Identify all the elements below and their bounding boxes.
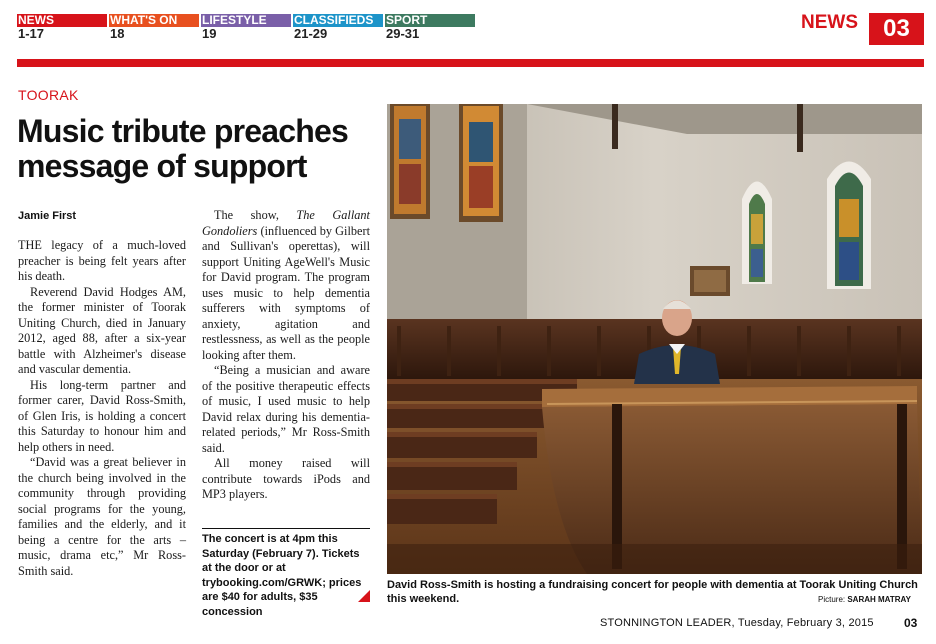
tab-label: WHAT'S ON [109,14,199,27]
tab-whats-on[interactable] [109,14,199,41]
info-text: The concert is at 4pm this Saturday (February 7). Tickets at the door or at trybooking.com/GRWK; prices are $40 for adults, $35 concession [202,533,362,618]
concert-info-box [202,528,370,618]
section-nav [17,14,475,41]
paragraph: “David was a great believer in the church being involved in the community through providing social programs for the young, families and the elderly, and it being a centre for the arts – music, drama etc,” Mr Ross-Smith said. [18,455,186,578]
tab-pages: 1-17 [18,26,45,41]
article-headline: Music tribute preaches message of support [17,113,348,184]
article-column-2 [202,208,370,503]
paragraph [202,208,370,363]
page-footer [600,617,874,629]
paragraph: All money raised will contribute towards iPods and MP3 players. [202,456,370,501]
text-run: (influenced by Gilbert and Sullivan's operettas), will support Uniting AgeWell's Music for David program. The program uses music to help dementia sufferers with symptoms of anxiety, agitation and restlessness, as well as the people looking after them. [202,223,370,362]
tab-label: LIFESTYLE [201,14,291,27]
tab-classifieds[interactable] [293,14,383,41]
corner-marker [358,590,370,602]
credit-name: SARAH MATRAY [847,595,911,604]
paragraph: “Being a musician and aware of the positive therapeutic effects of music, I used music to help David relax during his dementia-related periods,” Mr Ross-Smith said. [202,363,370,455]
publication-line: STONNINGTON LEADER, Tuesday, February 3, 2015 [600,617,874,629]
paragraph: His long-term partner and former carer, David Ross-Smith, of Glen Iris, is holding a concert this Saturday to honour him and help others in need. [18,377,186,454]
tab-pages: 29-31 [386,26,420,41]
article-photo [387,104,922,574]
photo-caption: David Ross-Smith is hosting a fundraising concert for people with dementia at Toorak Uniting Church this weekend. [387,579,918,605]
church-piano-illustration [387,104,922,574]
article-kicker: TOORAK [18,87,79,103]
footer-page-number: 03 [904,616,918,630]
show-title: The Gallant Gondoliers [202,208,370,238]
section-title: NEWS [801,12,858,33]
paragraph: THE legacy of a much-loved preacher is being felt years after his death. [18,238,186,283]
credit-label: Picture: [818,595,848,604]
tab-lifestyle[interactable] [201,14,291,41]
article-column-1 [18,238,186,579]
tab-label: CLASSIFIEDS [293,14,383,27]
tab-pages: 19 [202,26,217,41]
photo-credit [818,595,911,604]
page-number-badge: 03 [869,13,924,45]
text-run: The show, [214,208,297,222]
tab-news[interactable] [17,14,107,41]
tab-sport[interactable] [385,14,475,41]
header-divider [17,59,924,67]
article-byline: Jamie First [18,210,77,222]
tab-label: SPORT [385,14,475,27]
tab-label: NEWS [17,14,107,27]
tab-pages: 18 [110,26,125,41]
tab-pages: 21-29 [294,26,328,41]
paragraph: Reverend David Hodges AM, the former minister of Toorak Uniting Church, died in January 2012, aged 88, after a six-year battle with Alzheimer's disease and vascular dementia. [18,284,186,376]
